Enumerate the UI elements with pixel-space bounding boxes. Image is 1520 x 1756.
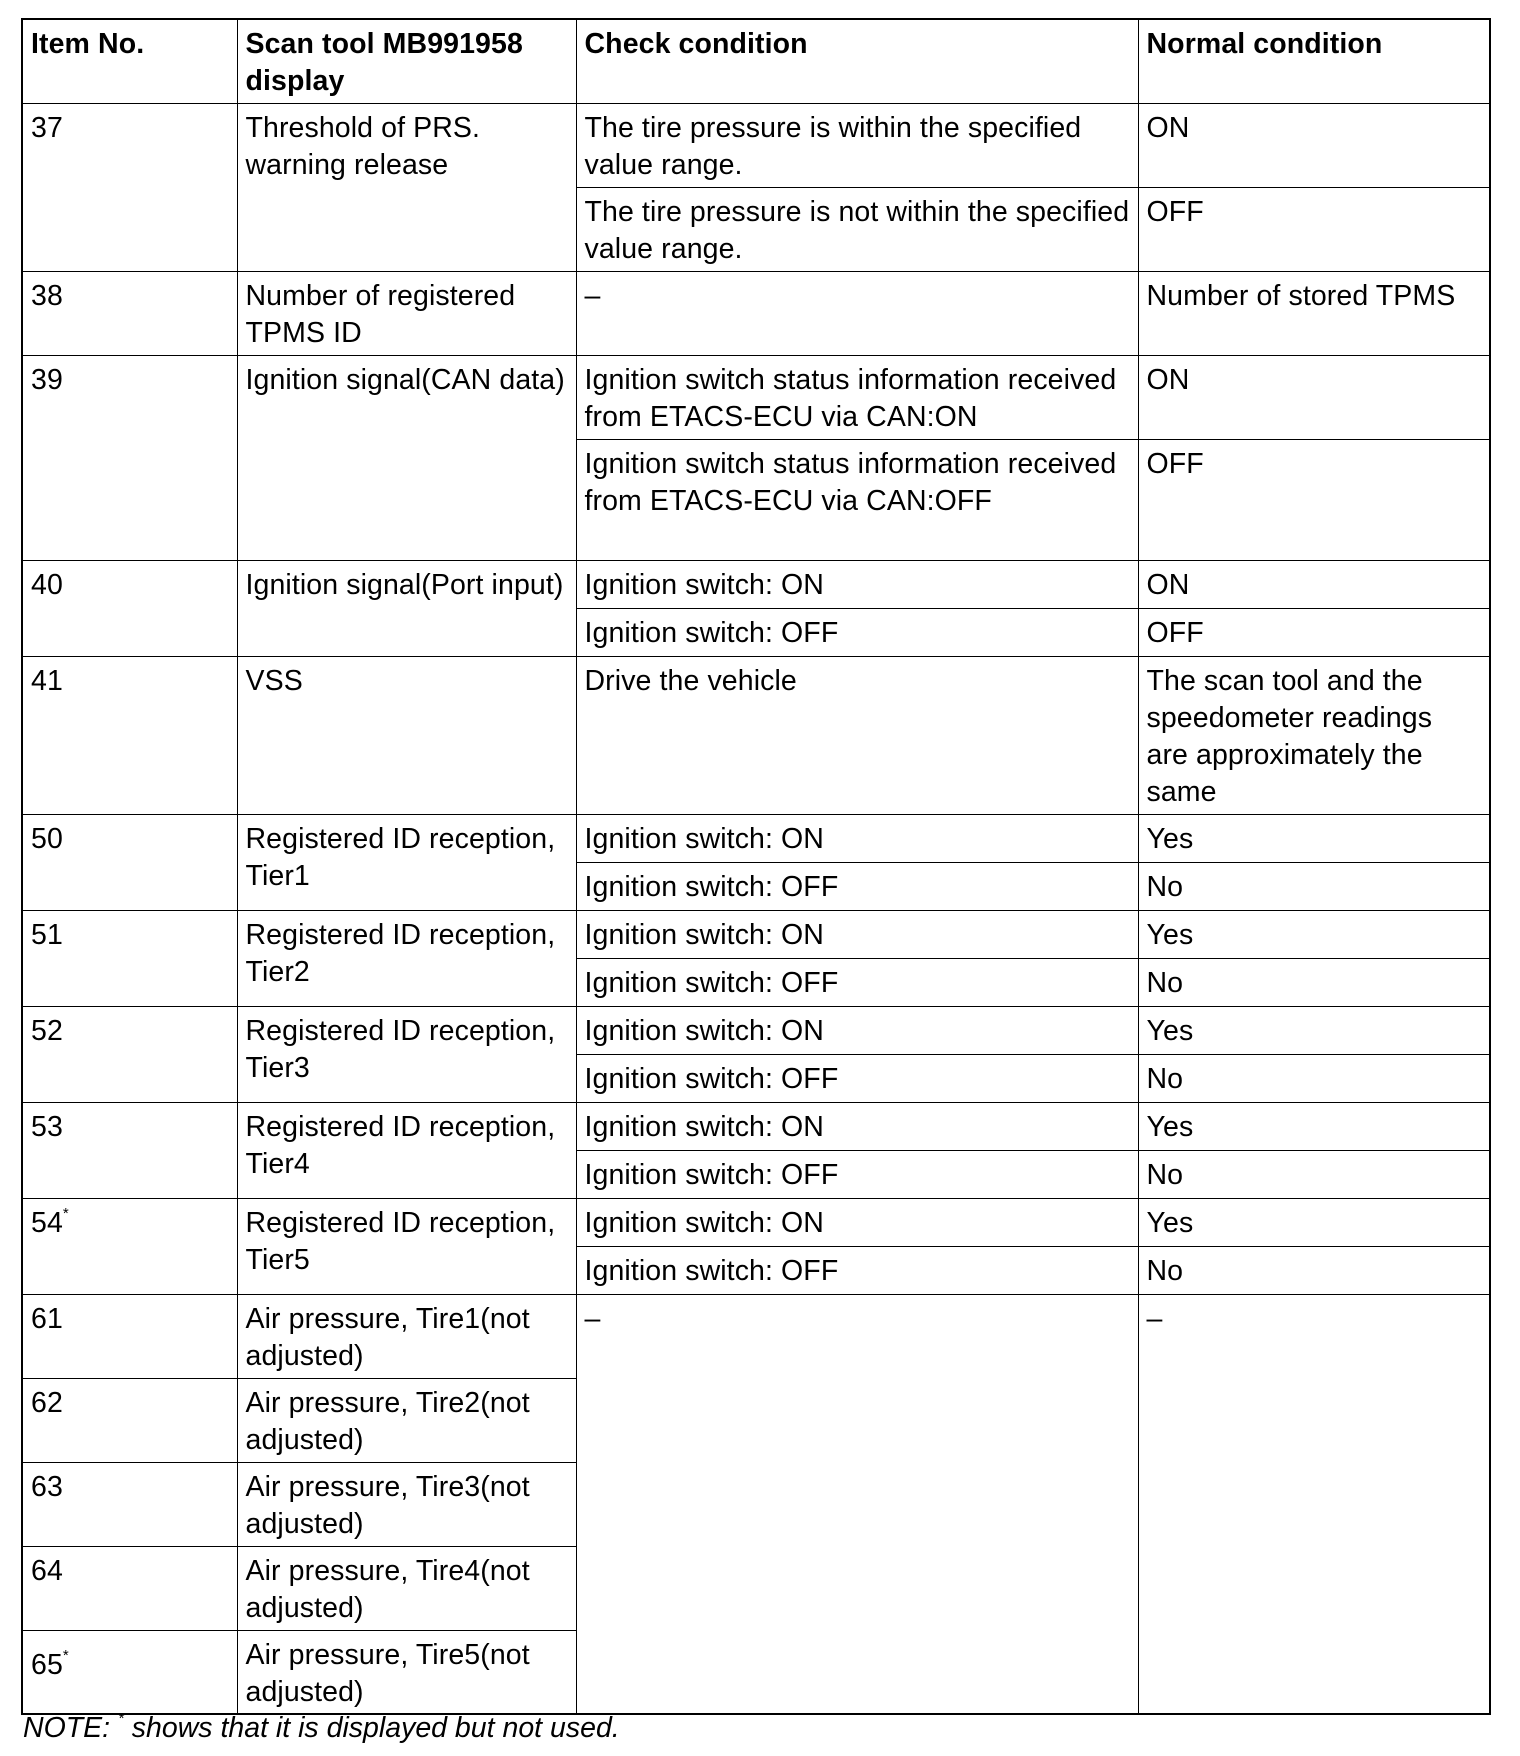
item-number: 41 <box>22 656 237 814</box>
normal-condition: OFF <box>1138 439 1490 560</box>
item-number: 63 <box>22 1462 237 1546</box>
item-number: 53 <box>22 1102 237 1198</box>
table-row <box>22 271 1490 355</box>
check-condition: Ignition switch: ON <box>576 560 1138 608</box>
check-condition: Ignition switch: OFF <box>576 958 1138 1006</box>
normal-condition: – <box>1138 1294 1490 1714</box>
table-row <box>22 910 1490 958</box>
check-condition: Ignition switch: OFF <box>576 1150 1138 1198</box>
table-row <box>22 656 1490 814</box>
display-name: Registered ID reception, Tier1 <box>237 814 576 910</box>
item-number: 54 <box>31 1206 63 1239</box>
table-row <box>22 355 1490 439</box>
display-name: Air pressure, Tire2(not adjusted) <box>237 1378 576 1462</box>
item-number: 38 <box>22 271 237 355</box>
normal-condition: No <box>1138 862 1490 910</box>
item-number: 39 <box>22 355 237 560</box>
normal-condition: Yes <box>1138 910 1490 958</box>
check-condition: Ignition switch status information received from ETACS-ECU via CAN:OFF <box>576 439 1138 560</box>
check-condition: Ignition switch: ON <box>576 1102 1138 1150</box>
header-row <box>22 19 1490 103</box>
asterisk-mark: * <box>62 1204 69 1222</box>
display-name: Number of registered TPMS ID <box>237 271 576 355</box>
item-number: 51 <box>22 910 237 1006</box>
normal-condition: OFF <box>1138 187 1490 271</box>
display-name: Registered ID reception, Tier2 <box>237 910 576 1006</box>
table-row <box>22 103 1490 187</box>
display-name: Ignition signal(CAN data) <box>237 355 576 560</box>
display-name: Registered ID reception, Tier5 <box>237 1198 576 1294</box>
normal-condition: The scan tool and the speedometer readings are approximately the same <box>1138 656 1490 814</box>
normal-condition: ON <box>1138 560 1490 608</box>
item-number: 40 <box>22 560 237 656</box>
display-name: Threshold of PRS. warning release <box>237 103 576 271</box>
item-number: 37 <box>22 103 237 271</box>
display-name: Air pressure, Tire4(not adjusted) <box>237 1546 576 1630</box>
check-condition: Ignition switch: OFF <box>576 1246 1138 1294</box>
table-row <box>22 1102 1490 1150</box>
check-condition: Ignition switch: ON <box>576 1198 1138 1246</box>
check-condition: – <box>576 271 1138 355</box>
header-item-no: Item No. <box>22 19 237 103</box>
table-row <box>22 1198 1490 1246</box>
check-condition: Ignition switch: OFF <box>576 862 1138 910</box>
table-row <box>22 814 1490 862</box>
asterisk-mark: * <box>62 1646 69 1664</box>
display-name: Air pressure, Tire5(not adjusted) <box>237 1630 576 1714</box>
item-number: 64 <box>22 1546 237 1630</box>
check-condition: – <box>576 1294 1138 1714</box>
item-number-cell <box>22 1198 237 1294</box>
footnote-text: shows that it is displayed but not used. <box>123 1712 620 1744</box>
table-row <box>22 1006 1490 1054</box>
table-row <box>22 1294 1490 1378</box>
check-condition: Ignition switch: ON <box>576 910 1138 958</box>
table-row <box>22 560 1490 608</box>
footnote-prefix: NOTE: <box>23 1712 119 1744</box>
display-name: Registered ID reception, Tier3 <box>237 1006 576 1102</box>
check-condition: The tire pressure is not within the specified value range. <box>576 187 1138 271</box>
header-display: Scan tool MB991958 display <box>237 19 576 103</box>
check-condition: Ignition switch: ON <box>576 814 1138 862</box>
normal-condition: ON <box>1138 355 1490 439</box>
data-list-table <box>21 18 1491 1715</box>
item-number: 52 <box>22 1006 237 1102</box>
asterisk-mark: * <box>118 1710 124 1727</box>
check-condition: Ignition switch: OFF <box>576 608 1138 656</box>
display-name: Ignition signal(Port input) <box>237 560 576 656</box>
normal-condition: No <box>1138 1246 1490 1294</box>
normal-condition: Yes <box>1138 1006 1490 1054</box>
item-number: 61 <box>22 1294 237 1378</box>
normal-condition: Yes <box>1138 814 1490 862</box>
header-normal-condition: Normal condition <box>1138 19 1490 103</box>
display-name: Registered ID reception, Tier4 <box>237 1102 576 1198</box>
normal-condition: Number of stored TPMS <box>1138 271 1490 355</box>
item-number: 62 <box>22 1378 237 1462</box>
item-number: 50 <box>22 814 237 910</box>
check-condition: Ignition switch status information received from ETACS-ECU via CAN:ON <box>576 355 1138 439</box>
normal-condition: No <box>1138 958 1490 1006</box>
display-name: VSS <box>237 656 576 814</box>
item-number-cell <box>22 1630 237 1714</box>
check-condition: Ignition switch: OFF <box>576 1054 1138 1102</box>
footnote <box>23 1710 620 1746</box>
normal-condition: No <box>1138 1054 1490 1102</box>
normal-condition: Yes <box>1138 1102 1490 1150</box>
header-check-condition: Check condition <box>576 19 1138 103</box>
display-name: Air pressure, Tire3(not adjusted) <box>237 1462 576 1546</box>
check-condition: Ignition switch: ON <box>576 1006 1138 1054</box>
normal-condition: ON <box>1138 103 1490 187</box>
check-condition: Drive the vehicle <box>576 656 1138 814</box>
normal-condition: No <box>1138 1150 1490 1198</box>
normal-condition: OFF <box>1138 608 1490 656</box>
check-condition: The tire pressure is within the specified value range. <box>576 103 1138 187</box>
normal-condition: Yes <box>1138 1198 1490 1246</box>
item-number: 65 <box>31 1648 63 1681</box>
display-name: Air pressure, Tire1(not adjusted) <box>237 1294 576 1378</box>
